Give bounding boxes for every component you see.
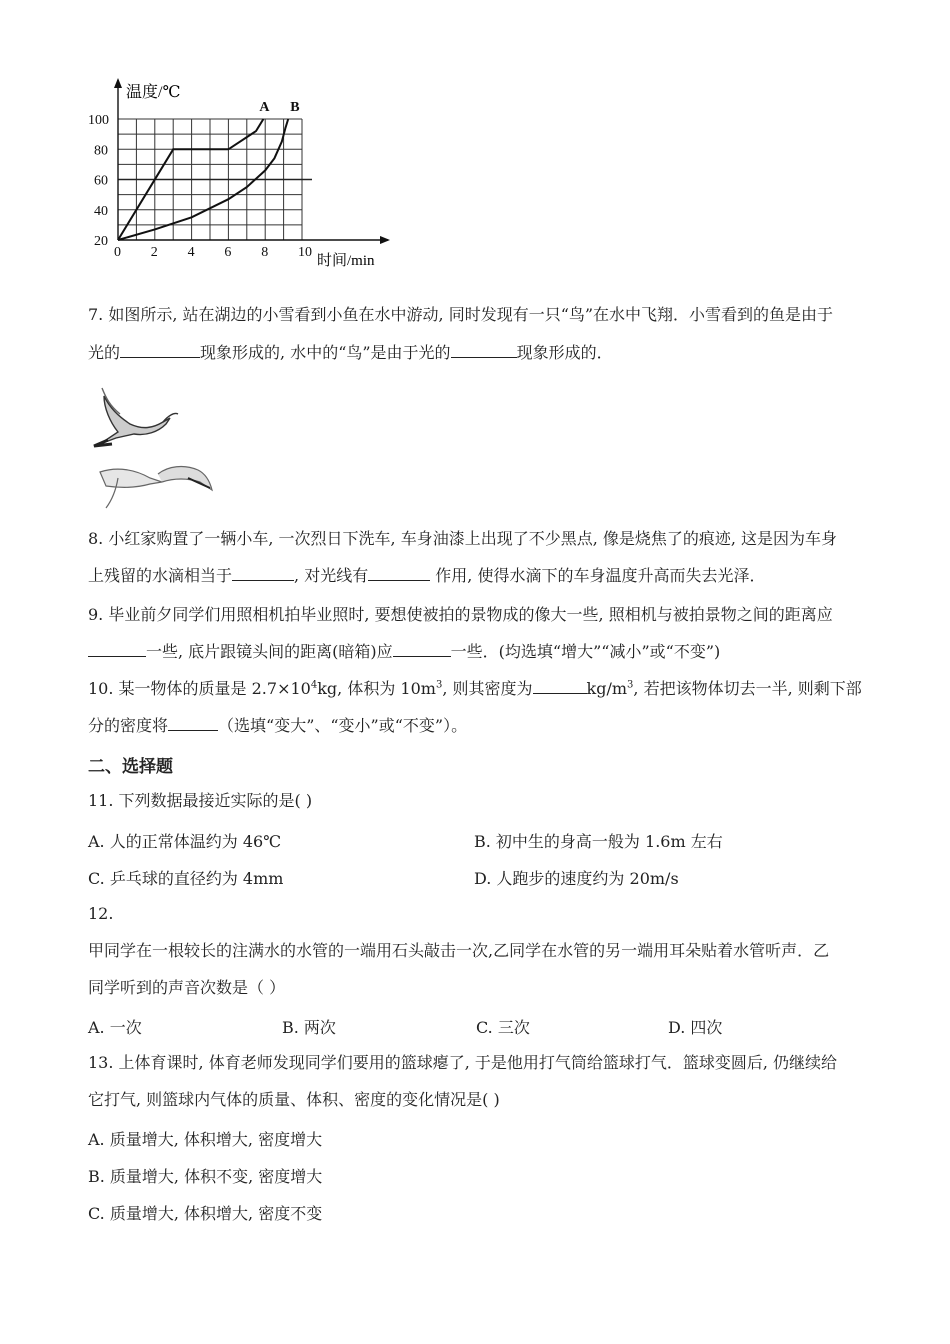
q8-text-b: , 对光线有 [294, 566, 369, 585]
q10-blank-2[interactable] [168, 716, 218, 731]
q13-option-c[interactable]: C. 质量增大, 体积增大, 密度不变 [88, 1204, 323, 1223]
x-tick-label: 8 [261, 245, 269, 260]
q12-line-1: 甲同学在一根较长的注满水的水管的一端用石头敲击一次,乙同学在水管的另一端用耳朵贴着水管听声．乙 [88, 941, 830, 960]
q9-line-2 [88, 641, 720, 663]
q8-text-a: 上残留的水滴相当于 [88, 566, 233, 585]
q10-exp-3: 3 [627, 679, 634, 691]
q8-blank-1[interactable] [232, 566, 294, 581]
q11-option-b[interactable]: B. 初中生的身高一般为 1.6m 左右 [474, 832, 723, 851]
chart-series [118, 100, 300, 240]
q13-line-1: 13. 上体育课时, 体育老师发现同学们要用的篮球瘪了, 于是他用打气筒给篮球打气．篮球变圆后, 仍继续给 [88, 1053, 838, 1072]
x-tick-label: 6 [224, 245, 232, 260]
q12-number: 12. [88, 904, 114, 923]
q9-text-a: 一些, 底片跟镜头间的距离(暗箱)应 [146, 642, 393, 661]
y-tick-label: 40 [94, 203, 108, 219]
q7-text-c: 现象形成的． [516, 343, 613, 362]
q9-blank-1[interactable] [88, 642, 146, 657]
q13-option-b[interactable]: B. 质量增大, 体积不变, 密度增大 [88, 1167, 323, 1186]
y-tick-label: 80 [94, 143, 108, 159]
q8-text-c: 作用, 使得水滴下的车身温度升高而失去光泽． [430, 566, 766, 585]
q10-exp-2: 3 [435, 679, 443, 691]
bird-reflection-image [88, 378, 228, 518]
q10-blank-1[interactable] [533, 679, 587, 694]
x-axis-label: 时间/min [317, 253, 375, 269]
q8-line-1: 8. 小红家购置了一辆小车, 一次烈日下洗车, 车身油漆上出现了不少黑点, 像是烧焦了的痕迹, 这是因为车身 [88, 529, 838, 548]
q7-text-a: 光的 [88, 343, 121, 362]
y-tick-label: 100 [88, 113, 109, 128]
q8-line-2 [88, 565, 765, 587]
q7-line-2 [88, 342, 613, 364]
q10-text-f: 分的密度将 [88, 716, 169, 735]
q13-line-2: 它打气, 则篮球内气体的质量、体积、密度的变化情况是( ) [88, 1090, 500, 1109]
temperature-time-chart [80, 70, 410, 295]
q7-blank-2[interactable] [451, 343, 517, 358]
q11-option-d[interactable]: D. 人跑步的速度约为 20m/s [474, 869, 679, 888]
q10-text-b: kg, 体积为 10m [317, 679, 436, 698]
q11-stem: 11. 下列数据最接近实际的是( ) [88, 791, 313, 810]
q9-line-1: 9. 毕业前夕同学们用照相机拍毕业照时, 要想使被拍的景物成的像大一些, 照相机与被拍景物之间的距离应 [88, 605, 833, 624]
q12-line-2: 同学听到的声音次数是（ ） [88, 978, 286, 997]
y-tick-label: 20 [94, 234, 108, 249]
q13-option-a[interactable]: A. 质量增大, 体积增大, 密度增大 [88, 1130, 323, 1149]
x-tick-label: 10 [298, 245, 312, 260]
x-tick-label: 4 [187, 245, 195, 260]
q7-blank-1[interactable] [120, 343, 200, 358]
bird-illustration [94, 388, 178, 446]
q10-line-2 [88, 715, 467, 737]
q9-text-b: 一些．(均选填“增大”“减小”或“不变”) [450, 642, 721, 661]
q9-blank-2[interactable] [393, 642, 451, 657]
q10-text-g: （选填“变大”、“变小”或“不变”）。 [218, 716, 468, 735]
x-tick-label: 2 [150, 245, 158, 260]
q7-line-1: 7. 如图所示, 站在湖边的小雪看到小鱼在水中游动, 同时发现有一只“鸟”在水中飞翔．小雪看到的鱼是由于 [88, 305, 834, 324]
chart-axes [114, 78, 390, 244]
q12-option-d[interactable]: D. 四次 [668, 1018, 723, 1037]
q11-option-c[interactable]: C. 乒乓球的直径约为 4mm [88, 869, 284, 888]
y-tick-label: 60 [94, 173, 108, 189]
bird-reflection [100, 467, 212, 508]
q10-text-d: kg/m [586, 679, 628, 698]
y-axis-label: 温度/℃ [126, 84, 181, 101]
q12-option-b[interactable]: B. 两次 [282, 1018, 336, 1037]
q8-blank-2[interactable] [368, 566, 430, 581]
q11-option-a[interactable]: A. 人的正常体温约为 46℃ [88, 832, 282, 851]
y-axis-arrow [114, 78, 122, 88]
section-heading: 二、选择题 [88, 757, 173, 777]
q12-option-c[interactable]: C. 三次 [476, 1018, 530, 1037]
x-tick-label: 0 [114, 245, 121, 260]
q10-line-1 [88, 678, 862, 700]
q12-option-a[interactable]: A. 一次 [88, 1018, 142, 1037]
q10-text-a: 10. 某一物体的质量是 2.7×10 [88, 679, 311, 698]
series-label-a: A [259, 100, 270, 115]
q10-text-c: , 则其密度为 [442, 679, 533, 698]
x-axis-arrow [380, 236, 390, 244]
series-label-b: B [290, 100, 300, 115]
q7-text-b: 现象形成的, 水中的“鸟”是由于光的 [200, 343, 451, 362]
q10-exp-1: 4 [310, 679, 318, 691]
q10-text-e: , 若把该物体切去一半, 则剩下部 [633, 679, 862, 698]
